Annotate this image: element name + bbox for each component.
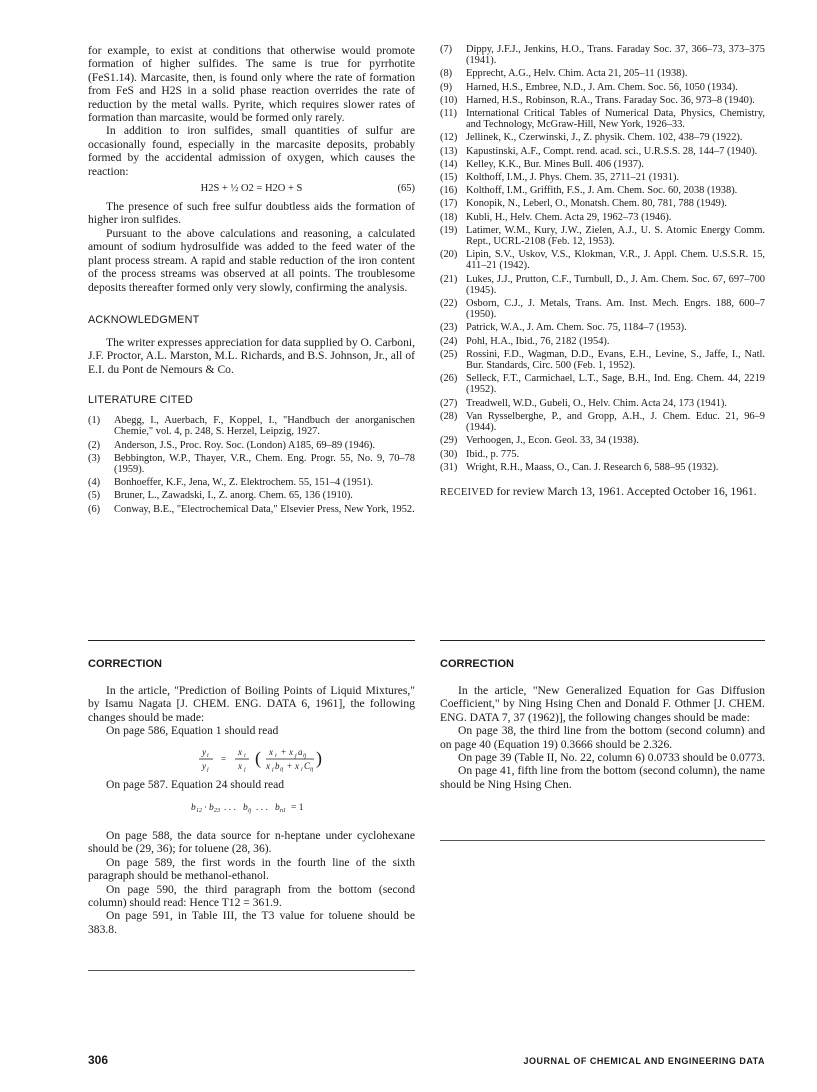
svg-text:i: i [207, 752, 209, 759]
reference-item: (22) Osborn, C.J., J. Metals, Trans. Am. Inst. Mech. Engrs. 188, 600–7 (1950). [440, 298, 765, 321]
reference-item: (13) Kapustinski, A.F., Compt. rend. acad. sci., U.R.S.S. 28, 144–7 (1940). [440, 145, 758, 157]
svg-text:. . .: . . . [224, 803, 236, 814]
literature-cited-heading: LITERATURE CITED [88, 394, 193, 407]
acknowledgment-text: The writer expresses appreciation for data supplied by O. Carboni, J.F. Proctor, A.L. Marston, M.L. Richards, and B.S. Johnson, Jr., all of E.I. du Pont de Nemours & Co. [88, 335, 415, 376]
svg-text:b: b [209, 803, 214, 814]
svg-text:x: x [295, 760, 299, 771]
received-text: for review March 13, 1961. Accepted October 16, 1961. [496, 484, 757, 498]
svg-text:x: x [266, 760, 270, 771]
reference-item: (31) Wright, R.H., Maass, O., Can. J. Research 6, 588–95 (1932). [440, 461, 719, 473]
reference-item: (26) Selleck, F.T., Carmichael, L.T., Sage, B.H., Ind. Eng. Chem. 44, 2219 (1952). [440, 373, 765, 396]
svg-text:b: b [275, 760, 280, 771]
correction-paragraph: On page 41, fifth line from the bottom (second column), the name should be Ning Hsing Chen. [440, 764, 765, 791]
equation-number: (65) [397, 183, 415, 195]
reference-item: (1) Abegg, I., Auerbach, F., Koppel, I., "Handbuch der anorganischen Chemie," vol. 4, p. 248, S. Herzel, Leipzig, 1927. [88, 415, 415, 438]
page-number: 306 [88, 1053, 109, 1067]
svg-text:x: x [289, 746, 293, 757]
reference-item: (21) Lukes, J.J., Prutton, C.F., Turnbull, D., J. Am. Chem. Soc. 67, 697–700 (1945). [440, 273, 765, 296]
svg-text:ij: ij [280, 766, 284, 772]
equation-65 [88, 178, 415, 200]
reference-item: (4) Bonhoeffer, K.F., Jena, W., Z. Elektrochem. 55, 151–4 (1951). [88, 477, 374, 489]
correction-heading: CORRECTION [88, 658, 162, 670]
svg-text:C: C [304, 760, 311, 771]
svg-text:= 1: = 1 [291, 803, 304, 814]
correction-right [440, 658, 765, 791]
reference-item: (11) International Critical Tables of Numerical Data, Physics, Chemistry, and Technology, McGraw-Hill, New York, 1926–33. [440, 108, 765, 131]
svg-text:x: x [269, 746, 273, 757]
reference-item: (19) Latimer, W.M., Kury, J.W., Zielen, A.J., U. S. Atomic Energy Comm. Rept., UCRL-2108 (Feb. 12, 1953). [440, 224, 765, 248]
correction-paragraph: On page 587. Equation 24 should read [106, 777, 285, 791]
reference-item: (12) Jellinek, K., Czerwinski, J., Z. physik. Chem. 102, 438–79 (1922). [440, 132, 743, 144]
svg-text:y: y [202, 746, 206, 757]
correction-paragraph: In the article, "New Generalized Equation for Gas Diffusion Coefficient," by Ning Hsing Chen and Donald F. Othmer [J. CHEM. ENG. DATA 7, 37 (1962)], the following changes should be made: [440, 684, 765, 724]
svg-text:x: x [238, 760, 242, 771]
reference-item: (10) Harned, H.S., Robinson, R.A., Trans. Faraday Soc. 36, 973–8 (1940). [440, 94, 755, 106]
reference-item: (6) Conway, B.E., "Electrochemical Data," Elsevier Press, New York, 1952. [88, 503, 415, 515]
svg-text:j: j [295, 752, 297, 759]
reference-item: (25) Rossini, F.D., Wagman, D.D., Evans, E.H., Levine, S., Jaffe, I., Natl. Bur. Standards, Circ. 500 (Feb. 1, 1952). [440, 348, 765, 372]
svg-text:i: i [275, 752, 277, 759]
svg-text:+: + [287, 760, 293, 771]
svg-text:y: y [202, 760, 206, 771]
svg-text:=: = [221, 753, 227, 764]
correction-paragraph: On page 589, the first words in the fourth line of the sixth paragraph should be methanol-ethanol. [88, 855, 415, 883]
correction-paragraph: On page 39 (Table II, No. 22, column 6) 0.0733 should be 0.0773. [458, 751, 766, 765]
reference-item: (3) Bebbington, W.P., Thayer, V.R., Chem. Eng. Progr. 55, No. 9, 70–78 (1959). [88, 452, 415, 475]
svg-text:ij: ij [303, 752, 307, 759]
svg-text:. . .: . . . [256, 803, 268, 814]
reference-item: (18) Kubli, H., Helv. Chem. Acta 29, 1962–73 (1946). [440, 211, 672, 223]
svg-text:12: 12 [196, 808, 202, 815]
svg-text:j: j [272, 766, 274, 772]
reference-item: (20) Lipin, S.V., Uskov, V.S., Klokman, V.R., J. Appl. Chem. U.S.S.R. 15, 411–21 (1942). [440, 249, 765, 272]
reference-item: (14) Kelley, K.K., Bur. Mines Bull. 406 (1937). [440, 158, 644, 170]
received-label: RECEIVED [440, 486, 494, 498]
body-paragraph: The presence of such free sulfur doubtless aids the formation of higher iron sulfides. [88, 200, 415, 227]
svg-text:b: b [243, 803, 248, 814]
svg-text:): ) [316, 747, 322, 768]
equation-24 [88, 795, 415, 819]
svg-text:j: j [244, 766, 246, 772]
svg-text:n1: n1 [280, 808, 286, 815]
reference-item: (27) Treadwell, W.D., Gubeli, O., Helv. Chim. Acta 24, 173 (1941). [440, 397, 727, 409]
svg-text:ij: ij [310, 766, 314, 772]
equation-1-graphic [88, 744, 415, 772]
svg-text:(: ( [255, 747, 261, 768]
correction-heading: CORRECTION [440, 658, 514, 670]
reference-item: (2) Anderson, J.S., Proc. Roy. Soc. (London) A185, 69–89 (1946). [88, 439, 376, 451]
section-divider [440, 840, 765, 841]
svg-text:·: · [204, 803, 208, 814]
correction-paragraph: On page 591, in Table III, the T3 value for toluene should be 383.8. [88, 909, 415, 936]
body-paragraph: Pursuant to the above calculations and reasoning, a calculated amount of sodium hydrosulfide was added to the feed water of the plant process stream. A rapid and stable reduction of the iron content of the process streams was observed at all points. The troublesome deposits thereafter formed only very slowly, confirming the analysis. [88, 226, 415, 294]
equation-1 [88, 744, 415, 772]
reference-item: (16) Kolthoff, I.M., Griffith, F.S., J. Am. Chem. Soc. 60, 2038 (1938). [440, 185, 738, 197]
svg-text:ij: ij [248, 808, 252, 815]
correction-paragraph: On page 586, Equation 1 should read [106, 724, 279, 738]
left-column [88, 44, 415, 517]
svg-text:+: + [281, 746, 287, 757]
svg-text:j: j [207, 766, 209, 772]
journal-name: JOURNAL OF CHEMICAL AND ENGINEERING DATA [523, 1056, 765, 1066]
reference-item: (23) Patrick, W.A., J. Am. Chem. Soc. 75, 1184–7 (1953). [440, 322, 687, 334]
reference-item: (28) Van Rysselberghe, P., and Gropp, A.H., J. Chem. Educ. 21, 96–9 (1944). [440, 410, 765, 434]
reference-item: (5) Bruner, L., Zawadski, I., Z. anorg. Chem. 65, 136 (1910). [88, 490, 353, 502]
received-note [440, 485, 765, 499]
correction-paragraph: On page 38, the third line from the bottom (second column) and on page 40 (Equation 19) 0.3666 should be 2.326. [440, 724, 765, 751]
reference-item: (30) Ibid., p. 775. [440, 448, 520, 460]
svg-text:23: 23 [214, 808, 220, 815]
reference-item: (8) Epprecht, A.G., Helv. Chim. Acta 21, 205–11 (1938). [440, 68, 688, 80]
equation-24-graphic [88, 795, 415, 819]
reference-item: (15) Kolthoff, I.M., J. Phys. Chem. 35, 2711–21 (1931). [440, 172, 680, 184]
svg-text:b: b [275, 803, 280, 814]
correction-paragraph: On page 590, the third paragraph from the bottom (second column) should read: Hence T12 = 361.9. [88, 882, 415, 910]
section-divider [440, 640, 765, 641]
section-divider [88, 970, 415, 971]
body-paragraph: In addition to iron sulfides, small quantities of sulfur are occasionally found, especially in the marcasite deposits, probably formed by the accidental admission of oxygen, which causes the reaction: [88, 124, 415, 178]
correction-paragraph: On page 588, the data source for n-heptane under cyclohexane should be (29, 36); for toluene (28, 36). [88, 829, 415, 856]
correction-left [88, 658, 415, 936]
acknowledgment-heading: ACKNOWLEDGMENT [88, 313, 200, 326]
svg-text:b: b [191, 803, 196, 814]
reference-item: (9) Harned, H.S., Embree, N.D., J. Am. Chem. Soc. 56, 1050 (1934). [440, 81, 738, 93]
reference-list [88, 415, 415, 515]
right-column [440, 44, 765, 499]
svg-text:x: x [238, 746, 242, 757]
reference-item: (24) Pohl, H.A., Ibid., 76, 2182 (1954). [440, 335, 610, 347]
svg-text:i: i [301, 766, 303, 772]
reference-list [440, 44, 765, 473]
reference-item: (7) Dippy, J.F.J., Jenkins, H.O., Trans. Faraday Soc. 37, 366–73, 373–375 (1941). [440, 44, 765, 67]
equation-text: H2S + ½ O2 = H2O + S [200, 183, 303, 195]
svg-text:i: i [244, 752, 246, 759]
correction-paragraph: In the article, "Prediction of Boiling Points of Liquid Mixtures," by Isamu Nagata [J. CHEM. ENG. DATA 6, 1961], the following changes should be made: [88, 684, 415, 724]
body-paragraph: for example, to exist at conditions that otherwise would promote formation of higher sulfides. The same is true for pyrrhotite (FeS1.14). Marcasite, then, is found only where the rate of formation from FeS and H2S in a solid phase reaction overrides the rate of reduction by the metal walls. Pyrite, which requires slower rates of formation than marcasite, would be formed only rarely. [88, 44, 415, 125]
svg-text:a: a [298, 746, 303, 757]
section-divider [88, 640, 415, 641]
reference-item: (17) Konopik, N., Leberl, O., Monatsh. Chem. 80, 781, 788 (1949). [440, 198, 727, 210]
reference-item: (29) Verhoogen, J., Econ. Geol. 33, 34 (1938). [440, 435, 639, 447]
